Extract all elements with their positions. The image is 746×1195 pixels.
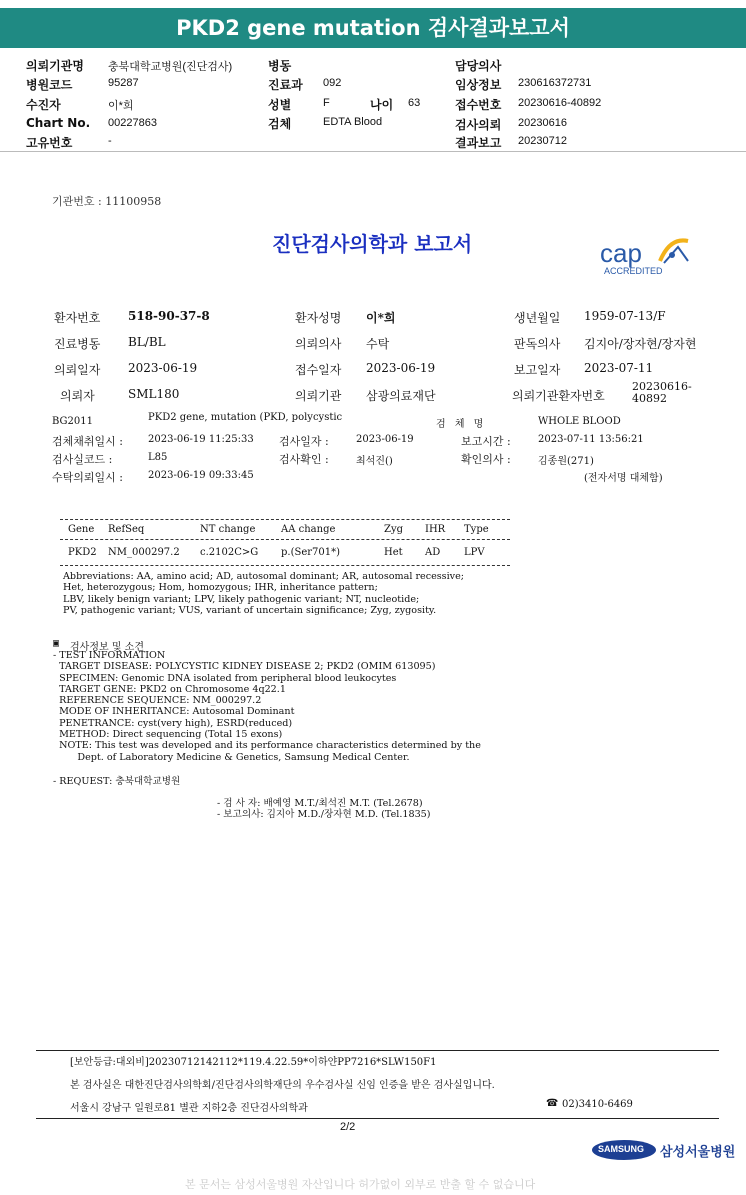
patient-field-label: 의뢰기관 [295,389,342,403]
test-code: BG2011 [52,416,93,427]
header-label: 담당의사 [455,59,502,73]
table-header: IHR [425,524,446,535]
test-information: - TEST INFORMATION TARGET DISEASE: POLYCYSTIC KIDNEY DISEASE 2; PKD2 (OMIM 613095) SPECIMEN: Genomic DNA isolated from peripheral blood leukocytes TARGET GENE: PKD2 on Chromosome 4q22.1 REFERENCE SEQUENCE: NM_000297.2 MODE OF INHERITANCE: Autosomal Dominant PENETRANCE: cyst(very high), ESRD(reduced) METHOD: Direct sequencing (Total 15 exons) NOTE: This test was developed and its performance characteristics determined by the Dept. of Laboratory Medicine & Genetics, Samsung Medical Center. [53,650,481,763]
footer-divider [36,1050,719,1051]
header-label: 결과보고 [455,136,502,150]
table-cell: PKD2 [68,547,97,558]
meta-value: 김종원(271) [538,456,594,467]
header-value: EDTA Blood [323,116,383,128]
header-value: 63 [408,97,421,109]
specimen-value: WHOLE BLOOD [538,416,621,427]
header-label: 검체 [268,117,292,131]
samsung-logo [592,1140,656,1160]
header-value: 충북대학교병원(진단검사) [108,61,233,73]
footer-divider [36,1118,719,1119]
patient-field-value: 20230616- 40892 [632,380,692,405]
cap-logo-text: cap [600,238,642,268]
signatures: - 검 사 자: 배예영 M.T./최석진 M.T. (Tel.2678) - 보고의사: 김지아 M.D./장자현 M.D. (Tel.1835) [217,798,431,821]
table-rule [60,519,510,520]
header-label: 의뢰기관명 [26,59,84,73]
lab-phone: 02)3410-6469 [562,1099,633,1110]
header-label: 검사의뢰 [455,118,502,132]
section-checkbox-icon: ▣ [53,638,60,649]
cap-accredited-logo [598,233,694,279]
header-value: 092 [323,77,342,89]
specimen-label: 검 체 명 [436,419,487,430]
meta-value: L85 [148,452,168,463]
patient-field-label: 접수일자 [295,363,342,377]
meta-label: 수탁의뢰일시 : [52,471,123,484]
patient-field-label: 의뢰기관환자번호 [512,389,605,403]
table-header: Type [464,524,489,535]
patient-field-label: 의뢰일자 [54,363,101,377]
table-cell: p.(Ser701*) [281,547,341,558]
patient-field-value: BL/BL [128,335,166,349]
meta-value: 2023-06-19 [356,434,414,445]
patient-field-value: 518-90-37-8 [128,309,210,323]
table-rule [60,565,510,566]
meta-value: 최석진() [356,456,393,467]
table-cell: c.2102C>G [200,547,259,558]
patient-field-label: 의뢰자 [60,389,95,403]
header-label: 수진자 [26,98,61,112]
header-label: 진료과 [268,78,303,92]
request-info: - REQUEST: 충북대학교병원 [53,776,181,787]
patient-field-label: 진료병동 [54,337,101,351]
header-label: 고유번호 [26,136,73,150]
header-label: 접수번호 [455,98,502,112]
certification-text: 본 검사실은 대한진단검사의학회/진단검사의학재단의 우수검사실 신임 인증을 받은 검사실입니다. [70,1080,495,1091]
meta-label: 검사확인 : [279,453,329,466]
hospital-name: 삼성서울병원 [660,1145,736,1160]
patient-field-label: 환자번호 [54,311,101,325]
table-rule [60,539,510,540]
header-value: 이*희 [108,100,134,112]
table-cell: AD [425,547,441,558]
e-signature-note: (전자서명 대체함) [584,473,663,484]
section-title: 검사정보 및 소견 [70,642,144,653]
header-label: 임상정보 [455,78,502,92]
header-value: 95287 [108,77,139,89]
patient-field-value: 2023-06-19 [128,361,198,375]
patient-field-label: 의뢰의사 [295,337,342,351]
header-label: 병동 [268,59,292,73]
patient-field-value: 2023-06-19 [366,361,436,375]
meta-label: 검체채취일시 : [52,435,123,448]
patient-field-value: 1959-07-13/F [584,309,666,323]
table-header: Gene [68,524,95,535]
patient-field-label: 판독의사 [514,337,561,351]
header-value: 20230616 [518,117,567,129]
meta-label: 검사실코드 : [52,453,113,466]
patient-field-value: 수탁 [366,337,390,351]
header-value: F [323,97,330,109]
table-cell: Het [384,547,403,558]
table-header: Zyg [384,524,403,535]
table-header: RefSeq [108,524,145,535]
patient-field-label: 환자성명 [295,311,342,325]
security-line: [보안등급:대외비]20230712142112*119.4.22.59*이하얀PP7216*SLW150F1 [70,1057,437,1068]
meta-label: 보고시간 : [461,435,511,448]
header-value: - [108,135,112,147]
patient-field-value: 김지아/장자현/장자현 [584,337,697,351]
samsung-logo-text: SAMSUNG [598,1144,645,1154]
header-value: 230616372731 [518,77,592,89]
patient-field-label: 보고일자 [514,363,561,377]
page-number: 2/2 [340,1121,356,1133]
header-value: 00227863 [108,117,157,129]
table-header: AA change [281,524,336,535]
watermark-text: 본 문서는 삼성서울병원 자산입니다 허가없이 외부로 반출 할 수 없습니다 [185,1178,536,1191]
meta-value: 2023-06-19 09:33:45 [148,470,254,481]
meta-value: 2023-06-19 11:25:33 [148,434,254,445]
cap-logo-subtext: ACCREDITED [604,266,663,276]
header-value: 20230712 [518,135,567,147]
abbreviations: Abbreviations: AA, amino acid; AD, autosomal dominant; AR, autosomal recessive; Het, heterozygous; Hom, homozygous; IHR, inheritance pattern; LBV, likely benign variant; LPV, likely pathogenic variant; NT, nucleotide; PV, pathogenic variant; VUS, variant of uncertain significance; Zyg, zygosity. [63,571,465,616]
meta-value: 2023-07-11 13:56:21 [538,434,644,445]
patient-field-value: 이*희 [366,311,396,325]
header-divider [0,151,746,152]
test-name: PKD2 gene, mutation (PKD, polycystic [148,412,343,423]
institution-number: 기관번호 : 11100958 [52,195,162,208]
header-value: 20230616-40892 [518,97,602,109]
phone-icon: ☎ [546,1098,559,1109]
meta-label: 검사일자 : [279,435,329,448]
report-title: 진단검사의학과 보고서 [272,232,473,256]
patient-field-value: 2023-07-11 [584,361,654,375]
header-label: Chart No. [26,116,91,130]
meta-label: 확인의사 : [461,453,511,466]
table-header: NT change [200,524,256,535]
patient-field-value: 삼광의료재단 [366,389,436,403]
header-label: 나이 [370,98,394,112]
patient-field-value: SML180 [128,387,180,401]
header-label: 병원코드 [26,78,73,92]
lab-address: 서울시 강남구 일원로81 별관 지하2층 진단검사의학과 [70,1103,308,1114]
table-cell: NM_000297.2 [108,547,180,558]
table-cell: LPV [464,547,485,558]
patient-field-label: 생년월일 [514,311,561,325]
report-banner: PKD2 gene mutation 검사결과보고서 [0,8,746,48]
header-label: 성별 [268,98,292,112]
